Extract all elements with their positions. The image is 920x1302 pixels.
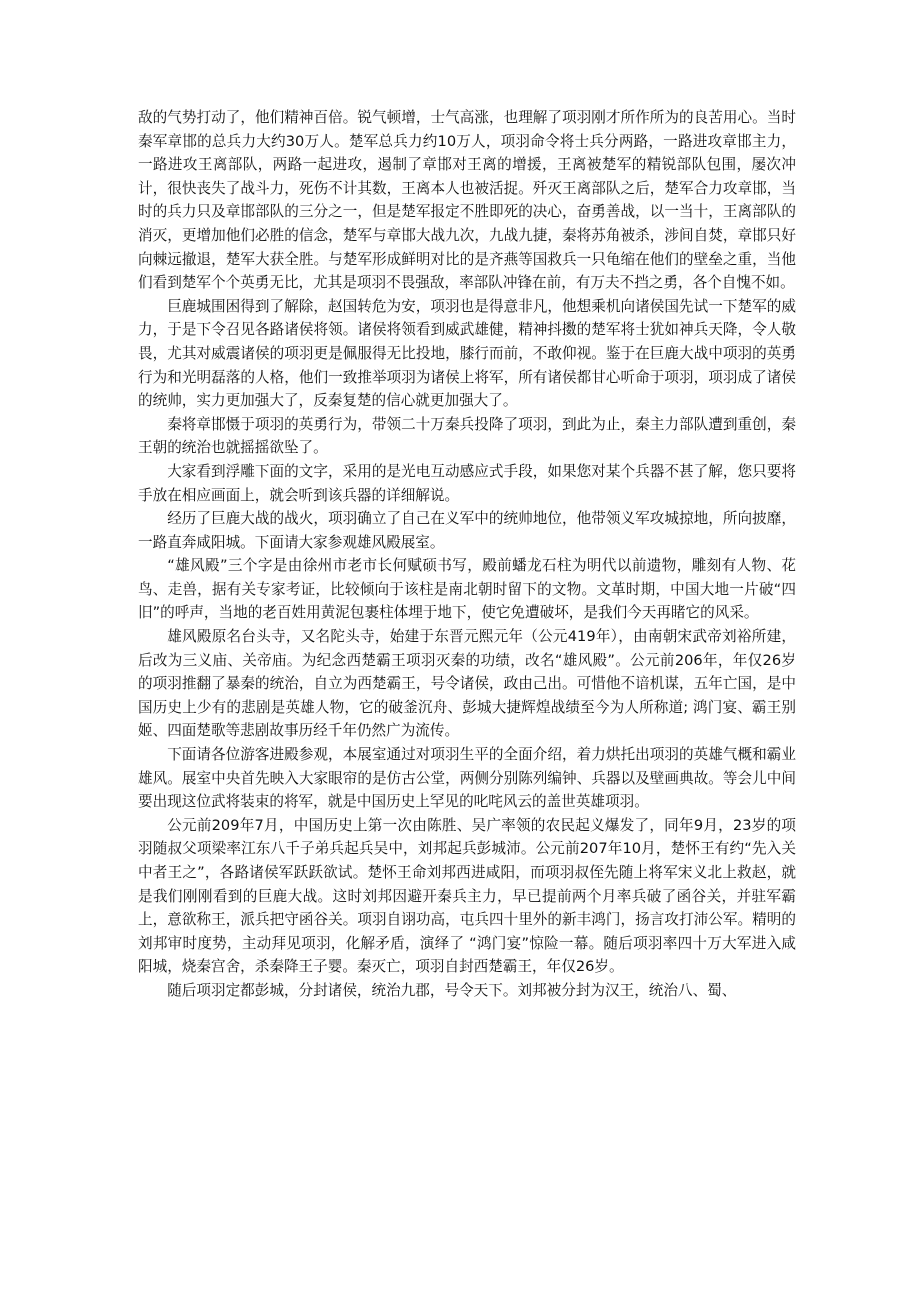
paragraph-2: 巨鹿城围困得到了解除，赵国转危为安，项羽也是得意非凡，他想乘机向诸侯国先试一下楚军的威力，于是下令召见各路诸侯将领。诸侯将领看到威武雄健，精神抖擞的楚军将士犹如神兵天降，令人敬畏，尤其对威震诸侯的项羽更是佩服得无比投地，膝行而前，不敢仰视。鉴于在巨鹿大战中项羽的英勇行为和光明磊落的人格，他们一致推举项羽为诸侯上将军，所有诸侯都甘心听命于项羽，项羽成了诸侯的统帅，实力更加强大了，反秦复楚的信心就更加强大了。 [138,297,796,410]
paragraph-1: 敌的气势打动了，他们精神百倍。锐气顿增，士气高涨，也理解了项羽刚才所作所为的良苦用心。当时秦军章邯的总兵力大约30万人。楚军总兵力约10万人，项羽命令将士兵分两路，一路进攻章邯主力，一路进攻王离部队，两路一起进攻，遏制了章邯对王离的增援，王离被楚军的精锐部队包围，屡次冲计，很快丧失了战斗力，死伤不计其数，王离本人也被活捉。歼灭王离部队之后，楚军合力攻章邯，当时的兵力只及章邯部队的三分之一，但是楚军报定不胜即死的决心，奋勇善战，以一当十，王离部队的消灭，更增加他们必胜的信念，楚军与章邯大战九次，九战九捷，秦将苏角被杀，涉间自焚，章邯只好向棘远撤退，楚军大获全胜。与楚军形成鲜明对比的是齐燕等国救兵一只龟缩在他们的壁垒之重，当他们看到楚军个个英勇无比，尤其是项羽不畏强敌，率部队冲锋在前，有万夫不挡之勇，各个自愧不如。 [138,109,796,292]
paragraph-10: 随后项羽定都彭城，分封诸侯，统治九郡，号令天下。刘邦被分封为汉王，统治八、蜀、 [167,981,737,999]
paragraph-3: 秦将章邯慑于项羽的英勇行为，带领二十万秦兵投降了项羽，到此为止，秦主力部队遭到重创，秦王朝的统治也就摇摇欲坠了。 [138,415,796,457]
paragraph-5: 经历了巨鹿大战的战火，项羽确立了自己在义军中的统帅地位，他带领义军攻城掠地，所向披靡，一路直奔咸阳城。下面请大家参观雄风殿展室。 [138,510,796,551]
paragraph-7: 雄风殿原名台头寺，又名陀头寺，始建于东晋元熙元年（公元419年），由南朝宋武帝刘裕所建，后改为三义庙、关帝庙。为纪念西楚霸王项羽灭秦的功绩，改名“雄风殿”。公元前206年，年仅26岁的项羽推翻了暴秦的统治，自立为西楚霸王，号令诸侯，政由己出。可惜他不谙机谋，五年亡国，是中国历史上少有的悲剧是英雄人物，它的破釜沉舟、彭城大捷辉煌战绩至今为人所称道; 鸿门宴、霸王别姬、四面楚歌等悲剧故事历经千年仍然广为流传。 [138,628,796,740]
paragraph-6: “雄风殿”三个字是由徐州市老市长何赋硕书写，殿前蟠龙石柱为明代以前遗物，雕刻有人物、花鸟、走兽，据有关专家考证，比较倾向于该柱是南北朝时留下的文物。文革时期，中国大地一片破“四旧”的呼声，当地的老百姓用黄泥包裹柱体埋于地下，使它免遭破坏，是我们今天再睹它的风采。 [138,557,796,622]
paragraph-9: 公元前209年7月，中国历史上第一次由陈胜、吴广率领的农民起义爆发了，同年9月，23岁的项羽随叔父项梁率江东八千子弟兵起兵吴中，刘邦起兵彭城沛。公元前207年10月，楚怀王有约“先入关中者王之”，各路诸侯军跃跃欲试。楚怀王命刘邦西进咸阳，而项羽叔侄先随上将军宋义北上救赵，就是我们刚刚看到的巨鹿大战。这时刘邦因避开秦兵主力，早已提前两个月率兵破了函谷关，并驻军霸上，意欲称王，派兵把守函谷关。项羽自诩功高，屯兵四十里外的新丰鸿门，扬言攻打沛公军。精明的刘邦审时度势，主动拜见项羽，化解矛盾，演绎了 “鸿门宴”惊险一幕。随后项羽率四十万大军进入咸阳城，烧秦宫舍，杀秦降王子婴。秦灭亡，项羽自封西楚霸王，年仅26岁。 [138,816,796,976]
document-page [138,106,796,1003]
paragraph-4: 大家看到浮雕下面的文字，采用的是光电互动感应式手段，如果您对某个兵器不甚了解，您只要将手放在相应画面上，就会听到该兵器的详细解说。 [138,462,796,504]
paragraph-8: 下面请各位游客进殿参观，本展室通过对项羽生平的全面介绍，着力烘托出项羽的英雄气概和霸业雄风。展室中央首先映入大家眼帘的是仿古公堂，两侧分别陈列编钟、兵器以及壁画典故。等会儿中间要出现这位武将装束的将军，就是中国历史上罕见的叱咤风云的盖世英雄项羽。 [138,746,796,811]
